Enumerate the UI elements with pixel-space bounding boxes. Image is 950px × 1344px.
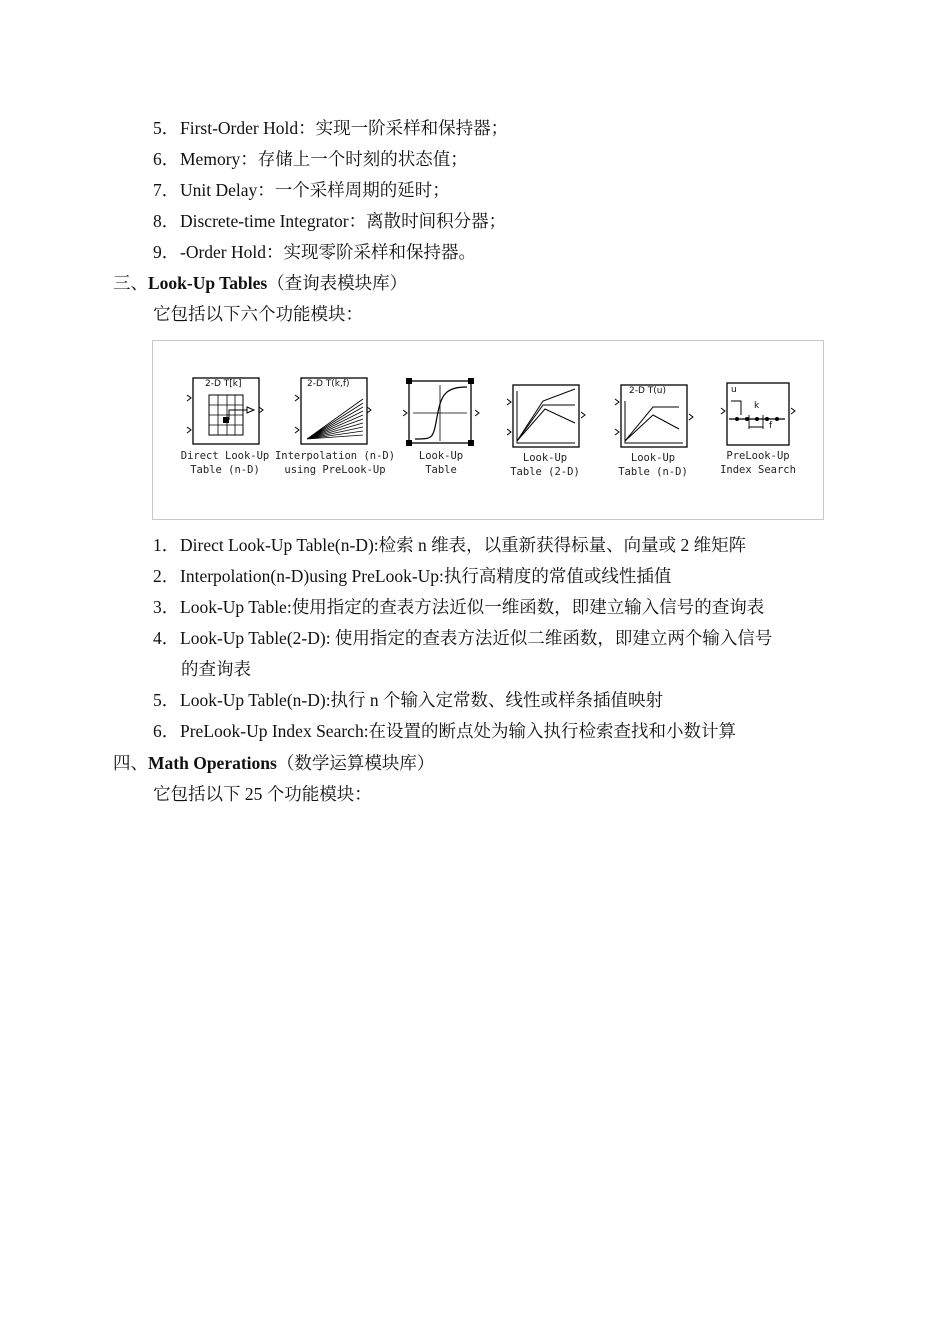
block-label: Interpolation (n-D) using PreLook-Up [274,450,396,476]
list-item: 9．-Order Hold：实现零阶采样和保持器。 [153,242,477,262]
block-label: Look-Up Table (2-D) [510,452,580,478]
list-item: 5．Look-Up Table(n-D):执行 n 个输入定常数、线性或样条插值映射 [153,690,664,710]
lookup-table-2d-block [505,381,587,491]
section-heading-lookup: 三、Look-Up Tables（查询表模块库） [113,273,408,293]
lookup-table-icon [401,377,481,447]
list-item-continuation: 的查询表 [181,659,251,679]
block-title: 2-D T(k,f) [307,379,350,389]
block-title: 2-D T(u) [629,386,666,396]
section-intro: 它包括以下 25 个功能模块： [153,784,372,804]
list-item: 1．Direct Look-Up Table(n-D):检索 n 维表，以重新获得标量、向量或 2 维矩阵 [153,535,747,555]
block-label: Direct Look-Up Table (n-D) [180,450,270,476]
list-item: 7．Unit Delay：一个采样周期的延时； [153,180,450,200]
list-item: 3．Look-Up Table:使用指定的查表方法近似一维函数，即建立输入信号的查询表 [153,597,765,617]
section-heading-math: 四、Math Operations（数学运算模块库） [113,753,435,773]
block-title: u [731,385,737,395]
block-inner-label: f [769,421,773,431]
direct-lookup-block [180,377,270,487]
block-title: 2-D T[k] [205,379,242,389]
section-intro: 它包括以下六个功能模块： [153,304,363,324]
lookup-table-2d-icon [505,381,587,451]
block-label: PreLook-Up Index Search [720,450,796,476]
list-item: 5．First-Order Hold：实现一阶采样和保持器； [153,118,509,138]
list-item: 6．Memory：存储上一个时刻的状态值； [153,149,468,169]
list-item: 6．PreLook-Up Index Search:在设置的断点处为输入执行检索查找和小数计算 [153,721,737,741]
block-label: Look-Up Table (n-D) [618,452,688,478]
block-inner-label: k [754,401,760,411]
interpolation-block [274,377,396,487]
list-item: 2．Interpolation(n-D)using PreLook-Up:执行高精度的常值或线性插值 [153,566,672,586]
lookup-blocks-figure [152,340,824,520]
block-label: Look-Up Table [418,450,464,476]
list-item: 8．Discrete-time Integrator：离散时间积分器； [153,211,507,231]
lookup-table-nd-block [613,381,695,491]
list-item: 4．Look-Up Table(2-D): 使用指定的查表方法近似二维函数，即建立两个输入信号 [153,628,773,648]
prelookup-index-search-block [719,381,799,491]
lookup-table-block [401,377,481,487]
